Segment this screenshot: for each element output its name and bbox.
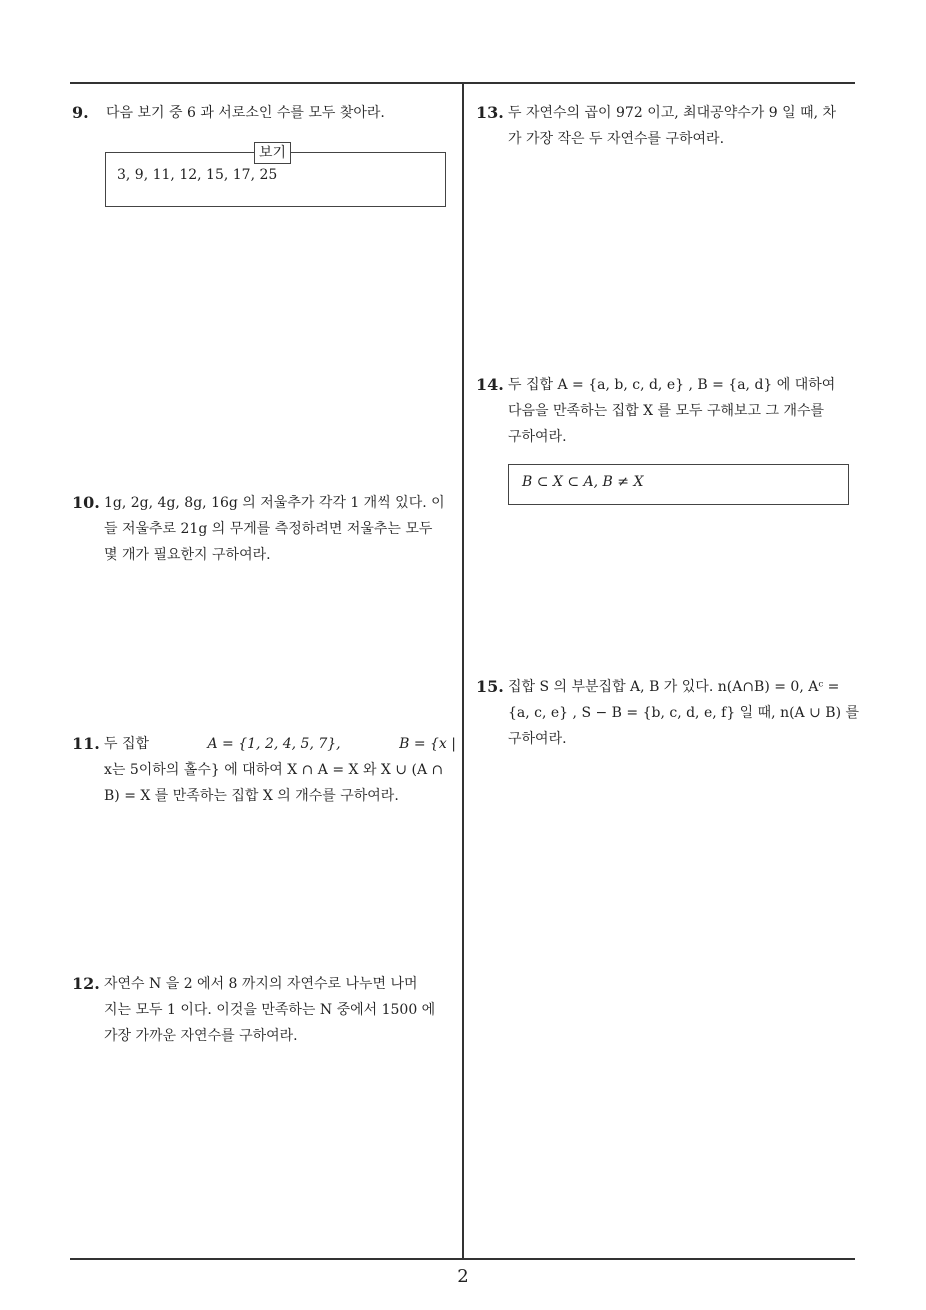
problem-9	[72, 100, 452, 126]
problem-text-line: 집합 S 의 부분집합 A, B 가 있다. n(A∩B) = 0, Aᶜ =	[508, 679, 840, 695]
problem-15	[476, 674, 860, 752]
problem-number: 12.	[72, 974, 100, 993]
problem-text-line: 다음 보기 중 6 과 서로소인 수를 모두 찾아라.	[106, 105, 385, 121]
problem-number: 11.	[72, 734, 100, 753]
problem-text-part: B = {x |	[399, 736, 456, 752]
problem-14	[476, 372, 860, 450]
problem-11	[72, 731, 456, 809]
problem-text-line: 구하여라.	[508, 429, 567, 445]
problem-12	[72, 971, 456, 1049]
problem-text-line: 두 자연수의 곱이 972 이고, 최대공약수가 9 일 때, 차	[508, 105, 837, 121]
problem-number: 15.	[476, 677, 504, 696]
problem-text-part: A = {1, 2, 4, 5, 7},	[207, 736, 341, 752]
problem-text-part: 두 집합	[104, 736, 150, 752]
problem-number: 9.	[72, 103, 89, 122]
problem-text-line: 다음을 만족하는 집합 X 를 모두 구해보고 그 개수를	[508, 403, 825, 419]
problem-text-line: {a, c, e} , S − B = {b, c, d, e, f} 일 때, n(A ∪ B) 를	[508, 705, 860, 721]
problem-text-line: 구하여라.	[508, 731, 567, 747]
bogi-label: 보기	[254, 142, 291, 164]
problem-text-line: B) = X 를 만족하는 집합 X 의 개수를 구하여라.	[104, 788, 399, 804]
problem-number: 14.	[476, 375, 504, 394]
problem-text-line: 가장 가까운 자연수를 구하여라.	[104, 1028, 298, 1044]
problem-number: 13.	[476, 103, 504, 122]
problem-text-line: 1g, 2g, 4g, 8g, 16g 의 저울추가 각각 1 개씩 있다. 이	[104, 495, 445, 511]
bottom-rule	[70, 1258, 855, 1260]
problem-number: 10.	[72, 493, 100, 512]
bogi-content: 3, 9, 11, 12, 15, 17, 25	[117, 167, 278, 183]
problem-text-line: 몇 개가 필요한지 구하여라.	[104, 547, 271, 563]
condition-content: B ⊂ X ⊂ A, B ≠ X	[522, 474, 644, 490]
problem-text-line: 들 저울추로 21g 의 무게를 측정하려면 저울추는 모두	[104, 521, 433, 537]
problem-text-line: 지는 모두 1 이다. 이것을 만족하는 N 중에서 1500 에	[104, 1002, 436, 1018]
problem-text-line: x는 5이하의 홀수} 에 대하여 X ∩ A = X 와 X ∪ (A ∩	[104, 762, 444, 778]
condition-box	[508, 464, 849, 505]
problem-text-line: 가 가장 작은 두 자연수를 구하여라.	[508, 131, 725, 147]
problem-text-line: 두 집합 A = {a, b, c, d, e} , B = {a, d} 에 대하여	[508, 377, 836, 393]
problem-10	[72, 490, 456, 568]
column-divider	[462, 82, 464, 1259]
problem-text-line: 자연수 N 을 2 에서 8 까지의 자연수로 나누면 나머	[104, 976, 418, 992]
page-number: 2	[457, 1266, 469, 1287]
problem-13	[476, 100, 860, 152]
